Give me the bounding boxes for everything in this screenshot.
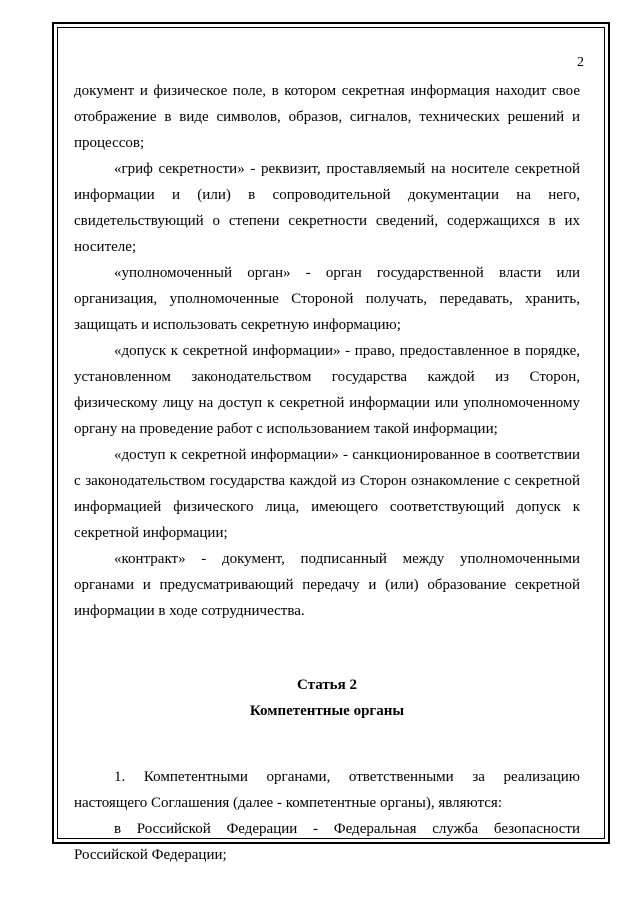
paragraph-russian-federation-body: в Российской Федерации - Федеральная служба безопасности Российской Федерации; [74,821,580,863]
paragraph-definition-authorized-body: «уполномоченный орган» - орган государственной власти или организация, уполномоченные Стороной получать, передавать, хранить, защищать и использовать секретную информацию; [74,265,580,333]
paragraph-definition-clearance: «допуск к секретной информации» - право, предоставленное в порядке, установленном законодательством государства каждой из Сторон, физическому лицу на доступ к секретной информации или уполномоченному органу на проведение работ с использованием такой информации; [74,343,580,437]
paragraph-definition-contract: «контракт» - документ, подписанный между уполномоченными органами и предусматривающий передачу и (или) образование секретной информации в ходе сотрудничества. [74,551,580,619]
article-number: Статья 2 [297,677,357,693]
document-body [74,50,584,868]
paragraph-definition-continuation: документ и физическое поле, в котором секретная информация находит свое отображение в виде символов, образов, сигналов, технических решений и процессов; [74,83,580,151]
paragraph-competent-bodies: 1. Компетентными органами, ответственными за реализацию настоящего Соглашения (далее - компетентные органы), являются: [74,769,580,811]
paragraph-definition-grif: «гриф секретности» - реквизит, проставляемый на носителе секретной информации и (или) в сопроводительной документации на него, свидетельствующий о степени секретности сведений, содержащихся в их носителе; [74,161,580,255]
article-title: Компетентные органы [249,703,405,719]
paragraph-definition-access: «доступ к секретной информации» - санкционированное в соответствии с законодательством государства каждой из Сторон ознакомление с секретной информацией физического лица, имеющего соответствующий допуск к секретной информации; [74,447,580,541]
page-number: 2 [577,55,584,70]
